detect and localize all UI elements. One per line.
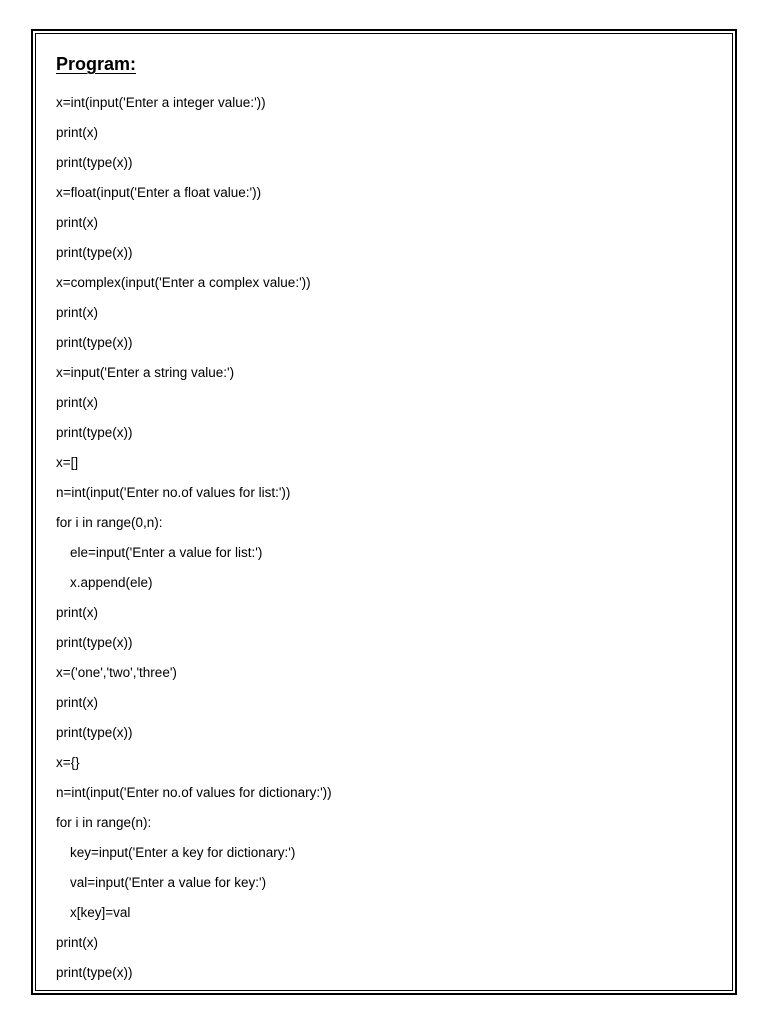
code-line: print(x) — [56, 125, 99, 140]
code-line: print(type(x)) — [56, 725, 133, 740]
code-line: print(type(x)) — [56, 155, 133, 170]
program-heading: Program: — [56, 54, 137, 74]
code-line: x[key]=val — [70, 905, 131, 920]
code-line: print(x) — [56, 395, 99, 410]
code-line: print(x) — [56, 605, 99, 620]
code-line: print(x) — [56, 305, 99, 320]
code-line: for i in range(n): — [56, 815, 152, 830]
code-line: print(type(x)) — [56, 965, 133, 980]
code-line: x=input('Enter a string value:') — [56, 365, 235, 380]
code-line: x=float(input('Enter a float value:')) — [56, 185, 262, 200]
code-line: x={} — [56, 755, 80, 770]
code-line: print(type(x)) — [56, 425, 133, 440]
code-line: print(type(x)) — [56, 335, 133, 350]
code-line: for i in range(0,n): — [56, 515, 163, 530]
code-line: x=complex(input('Enter a complex value:')) — [56, 275, 311, 290]
code-line: print(type(x)) — [56, 245, 133, 260]
code-line: x=int(input('Enter a integer value:')) — [56, 95, 266, 110]
code-line: x=[] — [56, 455, 79, 470]
code-line: print(x) — [56, 935, 99, 950]
code-line: x.append(ele) — [70, 575, 153, 590]
code-line: print(x) — [56, 215, 99, 230]
code-line: print(type(x)) — [56, 635, 133, 650]
code-line: n=int(input('Enter no.of values for dictionary:')) — [56, 785, 332, 800]
code-line: n=int(input('Enter no.of values for list:')) — [56, 485, 291, 500]
code-line: val=input('Enter a value for key:') — [70, 875, 267, 890]
code-line: ele=input('Enter a value for list:') — [70, 545, 263, 560]
code-listing — [56, 88, 716, 988]
code-line: print(x) — [56, 695, 99, 710]
document-content — [56, 52, 716, 988]
code-line: key=input('Enter a key for dictionary:') — [70, 845, 296, 860]
code-line: x=('one','two','three') — [56, 665, 177, 680]
